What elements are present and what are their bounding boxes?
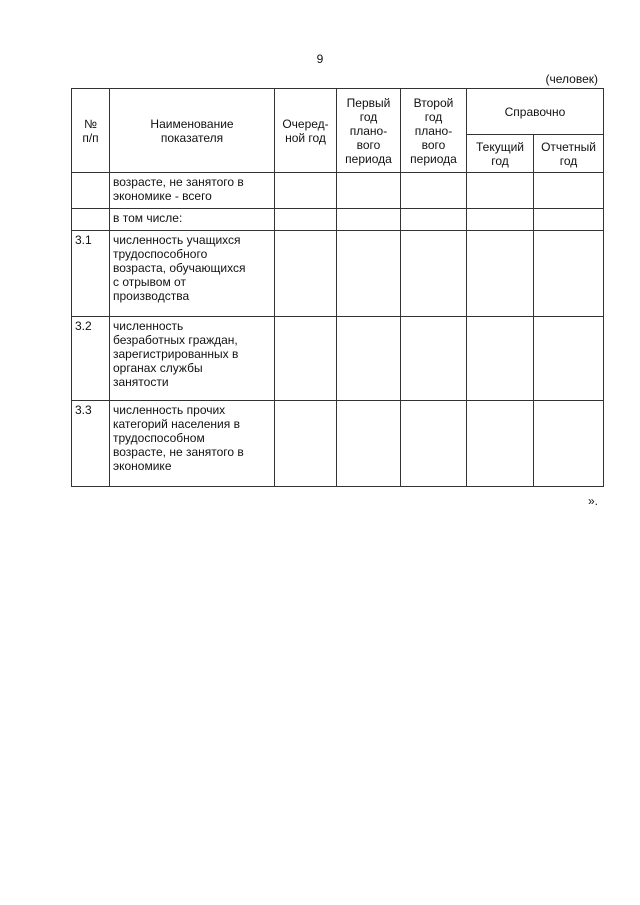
cell-current-year — [467, 317, 534, 401]
row-number — [72, 173, 110, 209]
row-label: возрасте, не занятого в экономике - всего — [110, 173, 275, 209]
cell-current-year — [467, 173, 534, 209]
header-next-year: Очеред- ной год — [275, 89, 337, 173]
header-second-plan-year: Второй год плано- вого периода — [401, 89, 467, 173]
cell-current-year — [467, 231, 534, 317]
row-number — [72, 209, 110, 231]
cell-first-plan-year — [337, 231, 401, 317]
row-label: численность прочих категорий населения в трудоспособном возрасте, не занятого в экономике — [110, 401, 275, 487]
cell-second-plan-year — [401, 231, 467, 317]
cell-next-year — [275, 209, 337, 231]
row-number: 3.2 — [72, 317, 110, 401]
row-label: в том числе: — [110, 209, 275, 231]
table-row — [72, 231, 604, 317]
row-label: численность учащихся трудоспособного возраста, обучающихся с отрывом от производства — [110, 231, 275, 317]
cell-first-plan-year — [337, 401, 401, 487]
unit-label: (человек) — [545, 72, 598, 86]
header-name: Наименование показателя — [110, 89, 275, 173]
cell-second-plan-year — [401, 209, 467, 231]
cell-reporting-year — [534, 209, 604, 231]
cell-first-plan-year — [337, 173, 401, 209]
cell-reporting-year — [534, 231, 604, 317]
cell-first-plan-year — [337, 317, 401, 401]
cell-reporting-year — [534, 317, 604, 401]
row-number: 3.3 — [72, 401, 110, 487]
table-row — [72, 209, 604, 231]
indicator-table — [71, 88, 604, 487]
cell-reporting-year — [534, 401, 604, 487]
page-number: 9 — [316, 52, 324, 66]
cell-current-year — [467, 209, 534, 231]
header-first-plan-year: Первый год плано- вого периода — [337, 89, 401, 173]
header-reporting-year: Отчетный год — [534, 135, 604, 173]
cell-next-year — [275, 401, 337, 487]
cell-second-plan-year — [401, 173, 467, 209]
closing-quote-mark: ». — [587, 494, 598, 508]
row-number: 3.1 — [72, 231, 110, 317]
cell-second-plan-year — [401, 317, 467, 401]
cell-current-year — [467, 401, 534, 487]
table-row — [72, 401, 604, 487]
cell-next-year — [275, 231, 337, 317]
cell-second-plan-year — [401, 401, 467, 487]
header-num: № п/п — [72, 89, 110, 173]
header-current-year: Текущий год — [467, 135, 534, 173]
cell-first-plan-year — [337, 209, 401, 231]
header-reference: Справочно — [467, 89, 604, 135]
cell-next-year — [275, 173, 337, 209]
row-label: численность безработных граждан, зарегистрированных в органах службы занятости — [110, 317, 275, 401]
table-row — [72, 173, 604, 209]
cell-reporting-year — [534, 173, 604, 209]
cell-next-year — [275, 317, 337, 401]
table-row — [72, 317, 604, 401]
